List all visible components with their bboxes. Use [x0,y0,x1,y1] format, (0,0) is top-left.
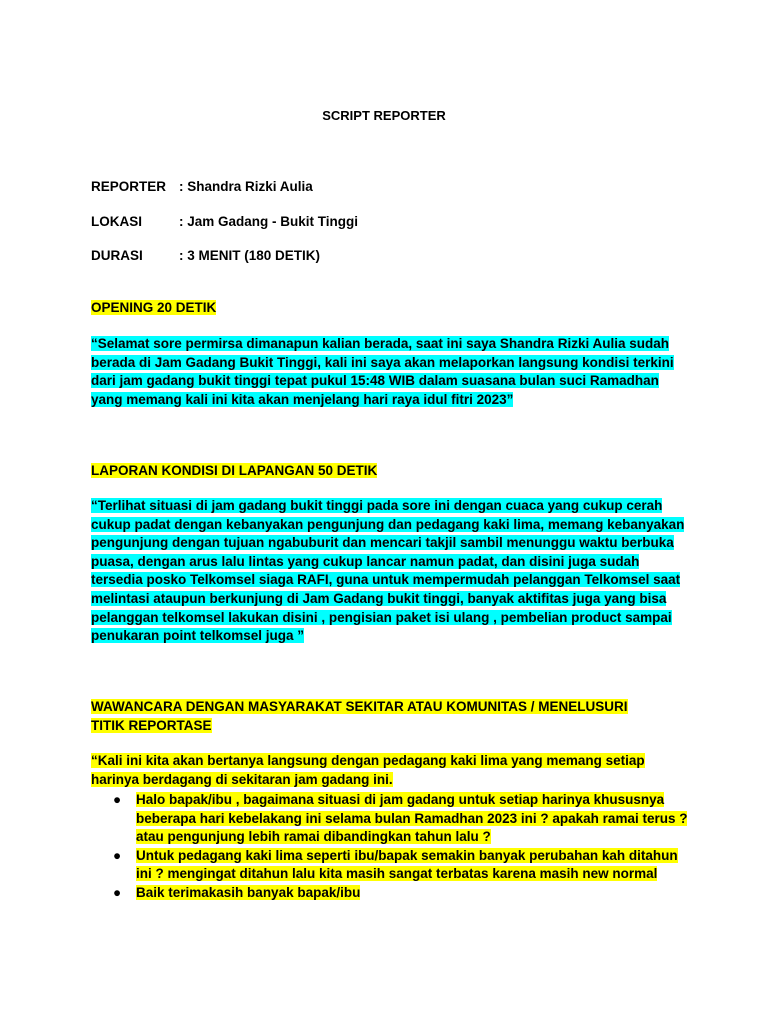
document-title: SCRIPT REPORTER [322,108,446,123]
heading-text: LAPORAN KONDISI DI LAPANGAN 50 DETIK [91,463,378,478]
list-item [91,884,691,903]
paragraph-text: “Kali ini kita akan bertanya langsung dengan pedagang kaki lima yang memang setiap harinya berdagang di sekitaran jam gadang ini. [91,753,645,787]
section-heading-wawancara [91,698,651,735]
heading-text: WAWANCARA DENGAN MASYARAKAT SEKITAR ATAU KOMUNITAS / MENELUSURI TITIK REPORTASE [91,699,628,733]
meta-row-lokasi [91,214,358,229]
list-item-text: Untuk pedagang kaki lima seperti ibu/bapak semakin banyak perubahan kah ditahun ini ? mengingat ditahun lalu kita masih sangat terbatas karena masih new normal [136,847,678,882]
meta-label: REPORTER [91,179,167,194]
paragraph-opening [91,335,691,409]
list-item-text: Baik terimakasih banyak bapak/ibu [136,884,361,900]
paragraph-text: “Terlihat situasi di jam gadang bukit tinggi pada sore ini dengan cuaca yang cukup cerah cukup padat dengan kebanyakan pengunjung dan pedagang kaki lima, memang kebanyakan pengunjung dengan tujuan ngabuburit dan mencari takjil sambil menunggu waktu berbuka puasa, dengan arus lalu lintas yang cukup lancar namun padat, dan disini juga sudah tersedia posko Telkomsel siaga RAFI, guna untuk mempermudah pelanggan Telkomsel saat melintasi ataupun berkunjung di Jam Gadang bukit tinggi, banyak aktifitas juga yang bisa pelanggan telkomsel lakukan disini , pengisian paket isi ulang , pembelian product sampai penukaran point telkomsel juga ” [91,498,685,644]
meta-row-reporter [91,179,313,194]
meta-value: : Shandra Rizki Aulia [179,179,313,194]
paragraph-wawancara [91,752,691,789]
section-heading-laporan [91,462,377,481]
paragraph-text: “Selamat sore permirsa dimanapun kalian berada, saat ini saya Shandra Rizki Aulia sudah berada di Jam Gadang Bukit Tinggi, kali ini saya akan melaporkan langsung kondisi terkini dari jam gadang bukit tinggi tepat pukul 15:48 WIB dalam suasana bulan suci Ramadhan yang memang kali ini kita akan menjelang hari raya idul fitri 2023” [91,336,674,407]
list-item [91,847,691,884]
meta-row-durasi [91,248,320,263]
bullet-icon: ● [113,884,122,900]
paragraph-laporan [91,497,691,646]
bullet-icon: ● [113,792,122,807]
meta-value: : Jam Gadang - Bukit Tinggi [179,214,359,229]
bullet-icon: ● [113,847,122,863]
section-heading-opening [91,299,216,318]
heading-text: OPENING 20 DETIK [91,300,217,315]
interview-question-list [91,791,691,903]
meta-label: LOKASI [91,214,143,229]
meta-value: : 3 MENIT (180 DETIK) [179,248,321,263]
meta-label: DURASI [91,248,143,263]
list-item-text: Halo bapak/ibu , bagaimana situasi di jam gadang untuk setiap harinya khususnya beberapa hari kebelakang ini selama bulan Ramadhan 2023 ini ? apakah ramai terus ? atau pengunjung lebih ramai dibandingkan tahun lalu ? [136,792,688,845]
list-item [91,791,691,847]
